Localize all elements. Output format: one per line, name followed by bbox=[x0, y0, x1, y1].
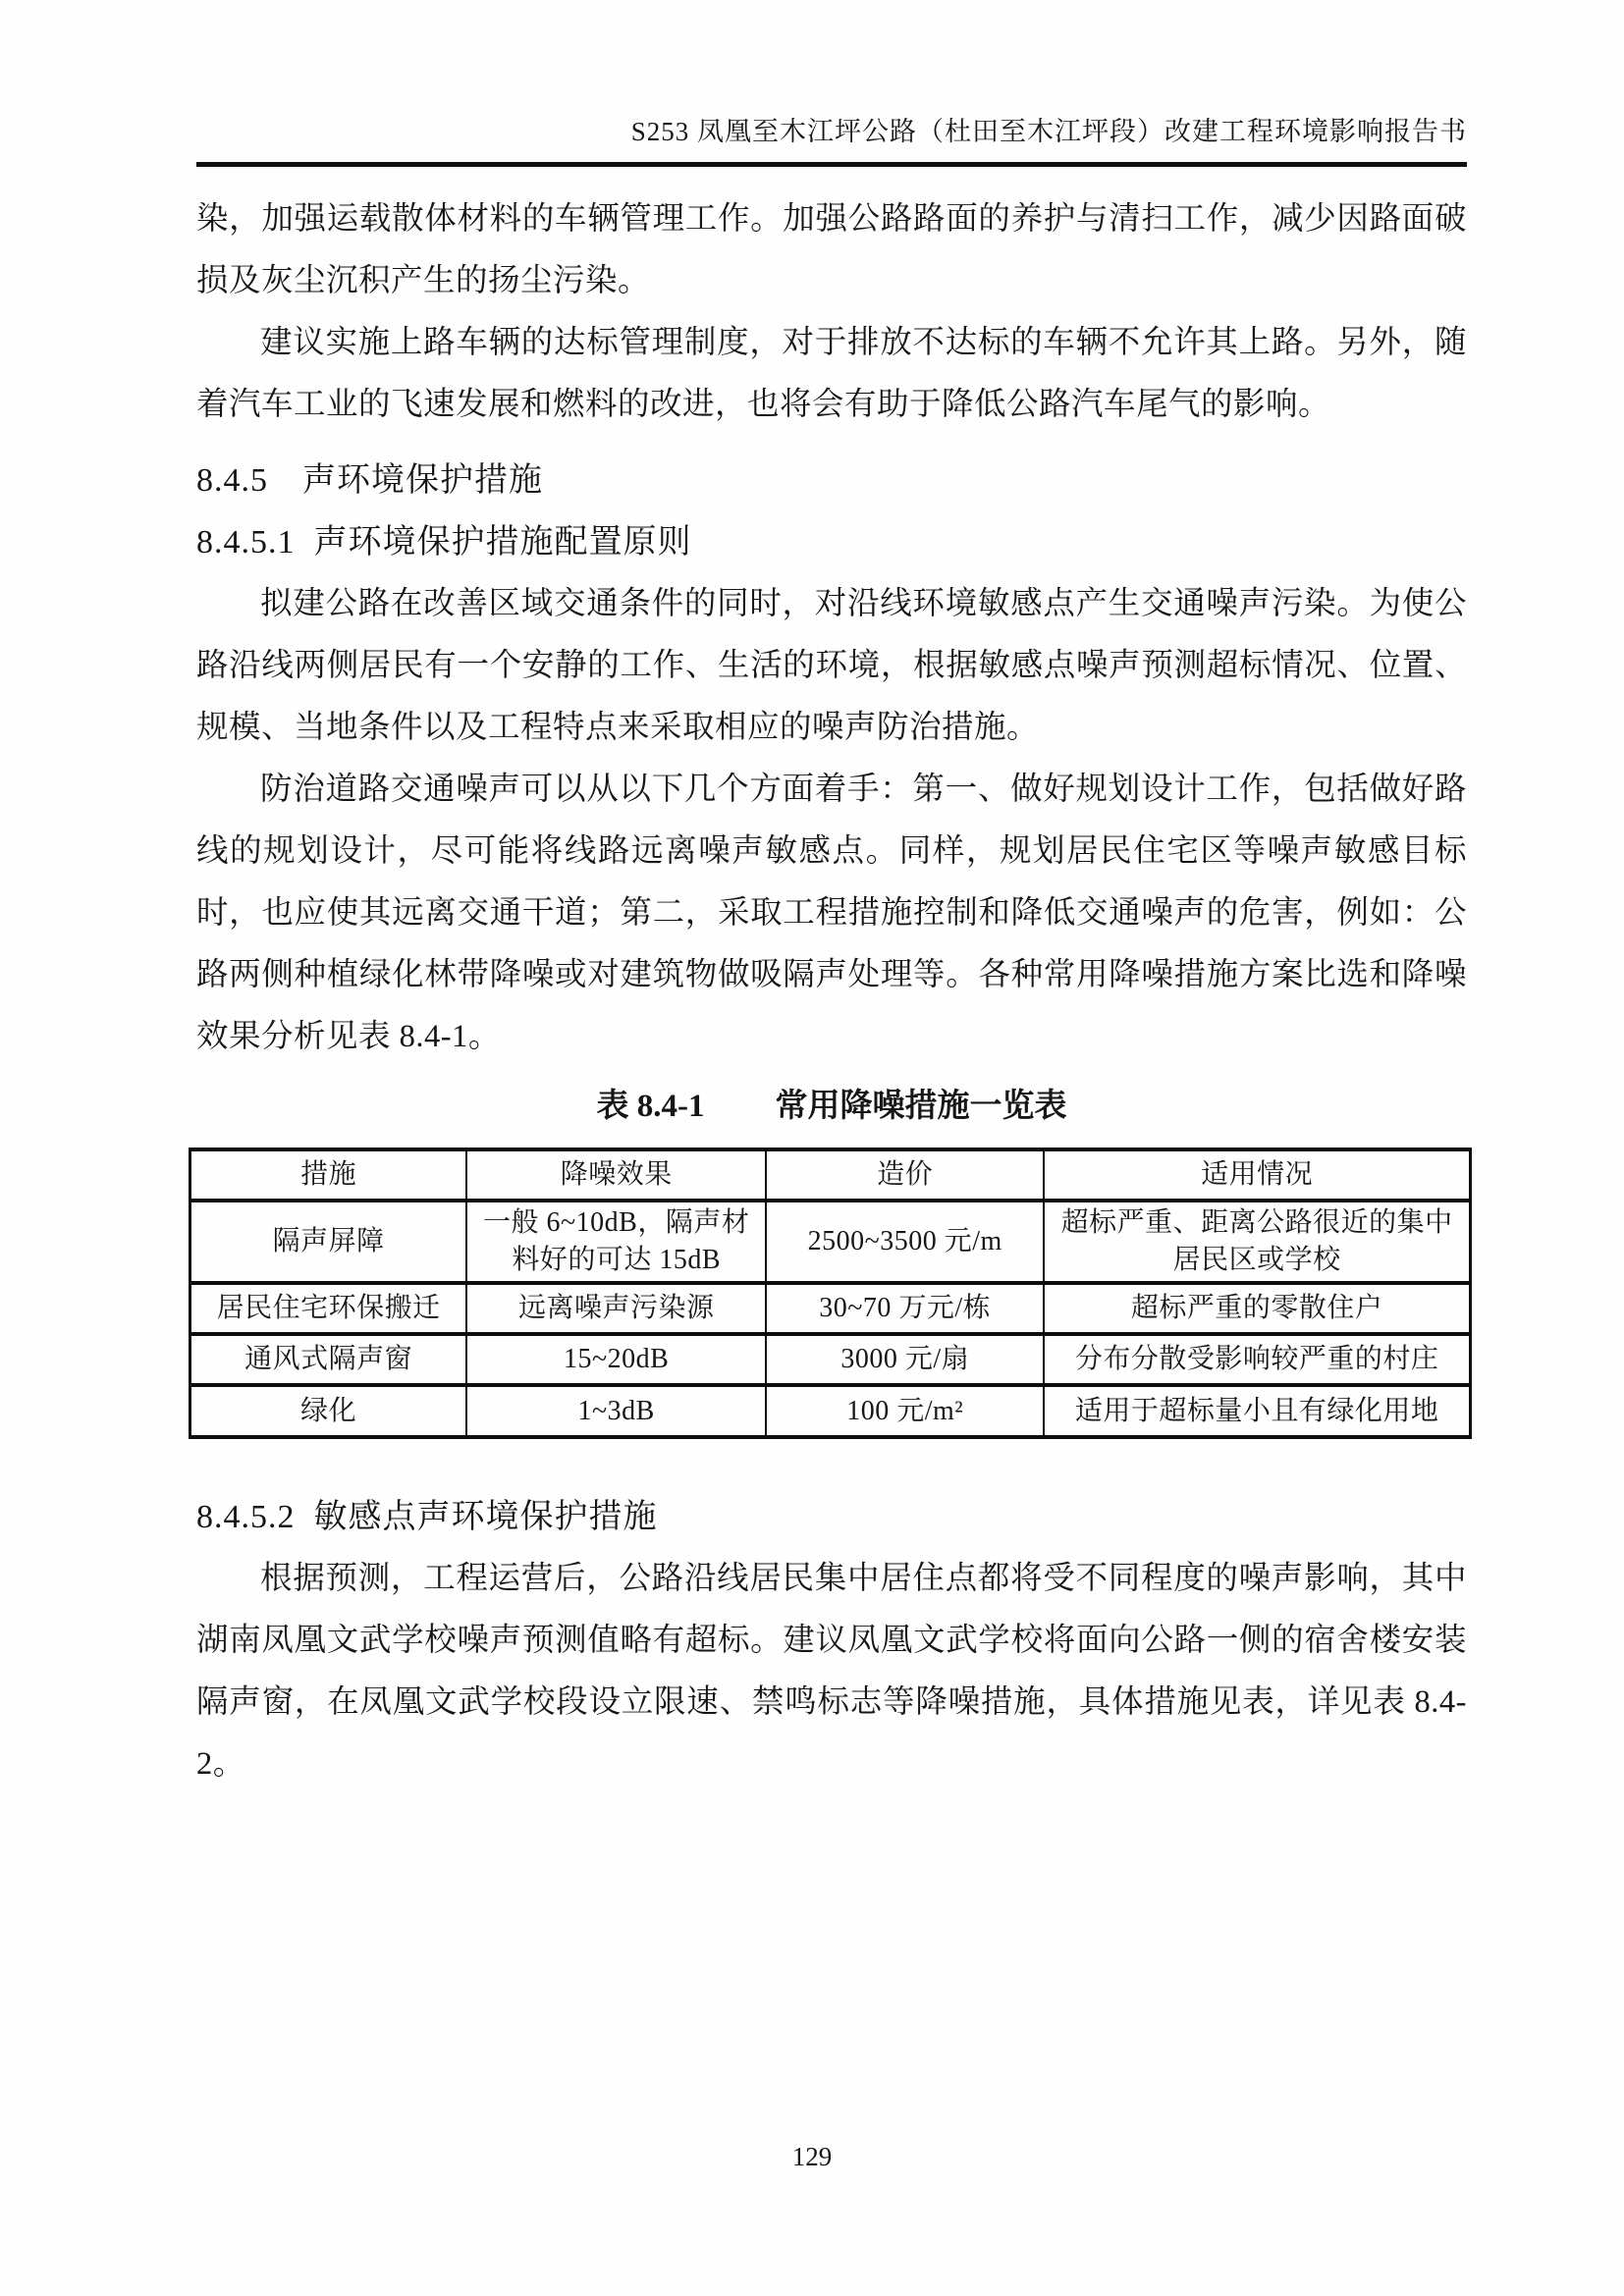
heading-8-4-5-1: 8.4.5.1 声环境保护措施配置原则 bbox=[196, 524, 692, 561]
page-content bbox=[196, 0, 1467, 1795]
table-row bbox=[190, 1201, 1471, 1283]
heading-8-4-5-2: 8.4.5.2 敏感点声环境保护措施 bbox=[196, 1499, 658, 1535]
col-header-applicability: 适用情况 bbox=[1044, 1149, 1470, 1201]
noise-measures-table bbox=[189, 1148, 1472, 1439]
table-row bbox=[190, 1385, 1471, 1437]
cell-applicability: 分布分散受影响较严重的村庄 bbox=[1044, 1334, 1470, 1385]
table-caption bbox=[196, 1076, 1467, 1138]
cell-applicability: 适用于超标量小且有绿化用地 bbox=[1044, 1385, 1470, 1437]
cell-cost: 2500~3500 元/m bbox=[766, 1201, 1044, 1283]
para-noise-prevention: 防治道路交通噪声可以从以下几个方面着手：第一、做好规划设计工作，包括做好路线的规划设计，尽可能将线路远离噪声敏感点。同样，规划居民住宅区等噪声敏感目标时，也应使其远离交通干道；第二，采取工程措施控制和降低交通噪声的危害，例如：公路两侧种植绿化林带降噪或对建筑物做吸隔声处理等。各种常用降噪措施方案比选和降噪效果分析见表 8.4-1。 bbox=[196, 772, 1467, 1054]
heading-8-4-5: 8.4.5 声环境保护措施 bbox=[196, 462, 543, 499]
cell-applicability: 超标严重、距离公路很近的集中居民区或学校 bbox=[1044, 1201, 1470, 1283]
cell-cost: 3000 元/扇 bbox=[766, 1334, 1044, 1385]
cell-measure: 隔声屏障 bbox=[190, 1201, 467, 1283]
cell-effect: 一般 6~10dB，隔声材料好的可达 15dB bbox=[466, 1201, 766, 1283]
table-caption-title: 常用降噪措施一览表 bbox=[775, 1089, 1067, 1124]
cell-effect: 15~20dB bbox=[466, 1334, 766, 1385]
col-header-cost: 造价 bbox=[766, 1149, 1044, 1201]
para-sensitive-points: 根据预测，工程运营后，公路沿线居民集中居住点都将受不同程度的噪声影响，其中湖南凤凰文武学校噪声预测值略有超标。建议凤凰文武学校将面向公路一侧的宿舍楼安装隔声窗，在凤凰文武学校段设立限速、禁鸣标志等降噪措施，具体措施见表，详见表 8.4-2。 bbox=[196, 1561, 1467, 1782]
cell-cost: 30~70 万元/栋 bbox=[766, 1283, 1044, 1334]
para-vehicle-emission: 建议实施上路车辆的达标管理制度，对于排放不达标的车辆不允许其上路。另外，随着汽车工业的飞速发展和燃料的改进，也将会有助于降低公路汽车尾气的影响。 bbox=[196, 325, 1467, 422]
table-row bbox=[190, 1283, 1471, 1334]
para-noise-intro: 拟建公路在改善区域交通条件的同时，对沿线环境敏感点产生交通噪声污染。为使公路沿线两侧居民有一个安静的工作、生活的环境，根据敏感点噪声预测超标情况、位置、规模、当地条件以及工程特点来采取相应的噪声防治措施。 bbox=[196, 586, 1467, 745]
table-caption-label: 表 8.4-1 bbox=[596, 1089, 705, 1124]
cell-effect: 1~3dB bbox=[466, 1385, 766, 1437]
col-header-measure: 措施 bbox=[190, 1149, 467, 1201]
table-header-row bbox=[190, 1149, 1471, 1201]
document-body bbox=[196, 188, 1467, 1795]
cell-cost: 100 元/m² bbox=[766, 1385, 1044, 1437]
table-row bbox=[190, 1334, 1471, 1385]
cell-measure: 绿化 bbox=[190, 1385, 467, 1437]
cell-measure: 居民住宅环保搬迁 bbox=[190, 1283, 467, 1334]
cell-effect: 远离噪声污染源 bbox=[466, 1283, 766, 1334]
page-number: 129 bbox=[791, 2142, 833, 2171]
header-title: S253 凤凰至木江坪公路（杜田至木江坪段）改建工程环境影响报告书 bbox=[630, 117, 1467, 146]
para-dust-pollution: 染，加强运载散体材料的车辆管理工作。加强公路路面的养护与清扫工作，减少因路面破损及灰尘沉积产生的扬尘污染。 bbox=[196, 201, 1467, 298]
cell-measure: 通风式隔声窗 bbox=[190, 1334, 467, 1385]
page-header bbox=[196, 0, 1467, 167]
cell-applicability: 超标严重的零散住户 bbox=[1044, 1283, 1470, 1334]
col-header-effect: 降噪效果 bbox=[466, 1149, 766, 1201]
